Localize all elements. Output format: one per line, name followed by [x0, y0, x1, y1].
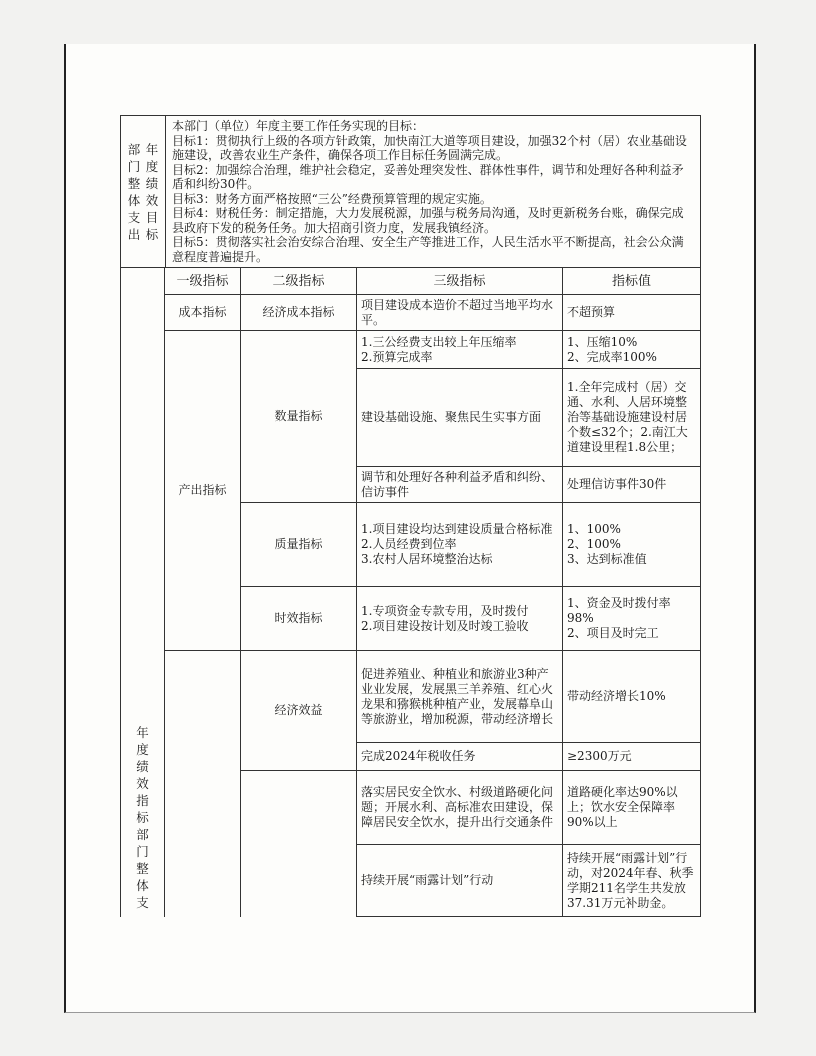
benefit-level1 — [165, 651, 241, 917]
economic-item-2-value: ≥2300万元 — [563, 743, 701, 771]
economic-item-2-level3: 完成2024年税收任务 — [357, 743, 563, 771]
quantity-item-3-level3: 调节和处理好各种利益矛盾和纠纷、信访事件 — [357, 467, 563, 503]
social-item-2-value: 持续开展“雨露计划”行动，对2024年春、秋季学期211名学生共发放37.31万元补助金。 — [563, 845, 701, 917]
cost-level3: 项目建设成本造价不超过当地平均水平。 — [357, 295, 563, 331]
cost-level2: 经济成本指标 — [241, 295, 357, 331]
objective-2: 目标2：加强综合治理，维护社会稳定，妥善处理突发性、群体性事件，调节和处理好各种利益矛盾和纠纷30件。 — [172, 162, 684, 191]
economic-level2: 经济效益 — [241, 651, 357, 771]
quantity-item-2-level3: 建设基础设施、聚焦民生实事方面 — [357, 369, 563, 467]
social-item-1-value: 道路硬化率达90%以上；饮水安全保障率90%以上 — [563, 771, 701, 845]
objectives-row — [121, 116, 701, 268]
header-level3: 三级指标 — [357, 268, 563, 295]
objectives-side-labels — [121, 116, 166, 267]
quantity-item-1-level3: 1.三公经费支出较上年压缩率 2.预算完成率 — [357, 331, 563, 369]
header-value: 指标值 — [563, 268, 701, 295]
quantity-item-1-value: 1、压缩10% 2、完成率100% — [563, 331, 701, 369]
timeliness-level3: 1.专项资金专款专用，及时拨付 2.项目建设按计划及时竣工验收 — [357, 587, 563, 651]
timeliness-value: 1、资金及时拨付率98% 2、项目及时完工 — [563, 587, 701, 651]
timeliness-level2: 时效指标 — [241, 587, 357, 651]
quality-value: 1、100% 2、100% 3、达到标准值 — [563, 503, 701, 587]
social-item-2-level3: 持续开展“雨露计划”行动 — [357, 845, 563, 917]
header-level1: 一级指标 — [165, 268, 241, 295]
table-row — [121, 651, 701, 743]
output-level1: 产出指标 — [165, 331, 241, 651]
header-level2: 二级指标 — [241, 268, 357, 295]
objective-5: 目标5：贯彻落实社会治安综合治理、安全生产等推进工作，人民生活水平不断提高，社会公众满意程度普遍提升。 — [172, 235, 684, 264]
objective-3: 目标3：财务方面严格按照“三公”经费预算管理的规定实施。 — [172, 191, 492, 206]
objectives-text — [166, 116, 700, 267]
social-level2 — [241, 771, 357, 917]
dept-label: 部门整体支出 — [127, 141, 141, 242]
cost-value: 不超预算 — [563, 295, 701, 331]
table-row — [121, 295, 701, 331]
side-label-cell — [121, 268, 165, 917]
quantity-level2: 数量指标 — [241, 331, 357, 503]
quantity-item-2-value: 1.全年完成村（居）交通、水利、人居环境整治等基础设施建设村居个数≤32个；2.南江大道建设里程1.8公里； — [563, 369, 701, 467]
quantity-item-3-value: 处理信访事件30件 — [563, 467, 701, 503]
quality-level2: 质量指标 — [241, 503, 357, 587]
cost-level1: 成本指标 — [165, 295, 241, 331]
economic-item-1-value: 带动经济增长10% — [563, 651, 701, 743]
objective-intro: 本部门（单位）年度主要工作任务实现的目标： — [172, 119, 425, 133]
annual-goal-label: 年度绩效目标 — [145, 141, 159, 242]
economic-item-1-level3: 促进养殖业、种植业和旅游业3种产业业发展，发展黑三羊养殖、红心火龙果和猕猴桃种植产业，发展幕阜山等旅游业，增加税源，带动经济增长 — [357, 651, 563, 743]
objective-4: 目标4：财税任务：制定措施，大力发展税源，加强与税务局沟通，及时更新税务台账，确保完成县政府下发的税务任务。加大招商引资力度，发展我镇经济。 — [172, 206, 684, 235]
table-row — [121, 331, 701, 369]
quality-level3: 1.项目建设均达到建设质量合格标准 2.人员经费到位率 3.农村人居环境整治达标 — [357, 503, 563, 587]
performance-table — [120, 115, 701, 917]
social-item-1-level3: 落实居民安全饮水、村级道路硬化问题；开展水利、高标准农田建设，保障居民安全饮水，提升出行交通条件 — [357, 771, 563, 845]
objective-1: 目标1：贯彻执行上级的各项方针政策，加快南江大道等项目建设，加强32个村（居）农业基础设施建设，改善农业生产条件，确保各项工作目标任务圆满完成。 — [172, 133, 687, 162]
header-row — [121, 268, 701, 295]
side-label: 年度绩效指标部门整体支 — [136, 724, 149, 910]
